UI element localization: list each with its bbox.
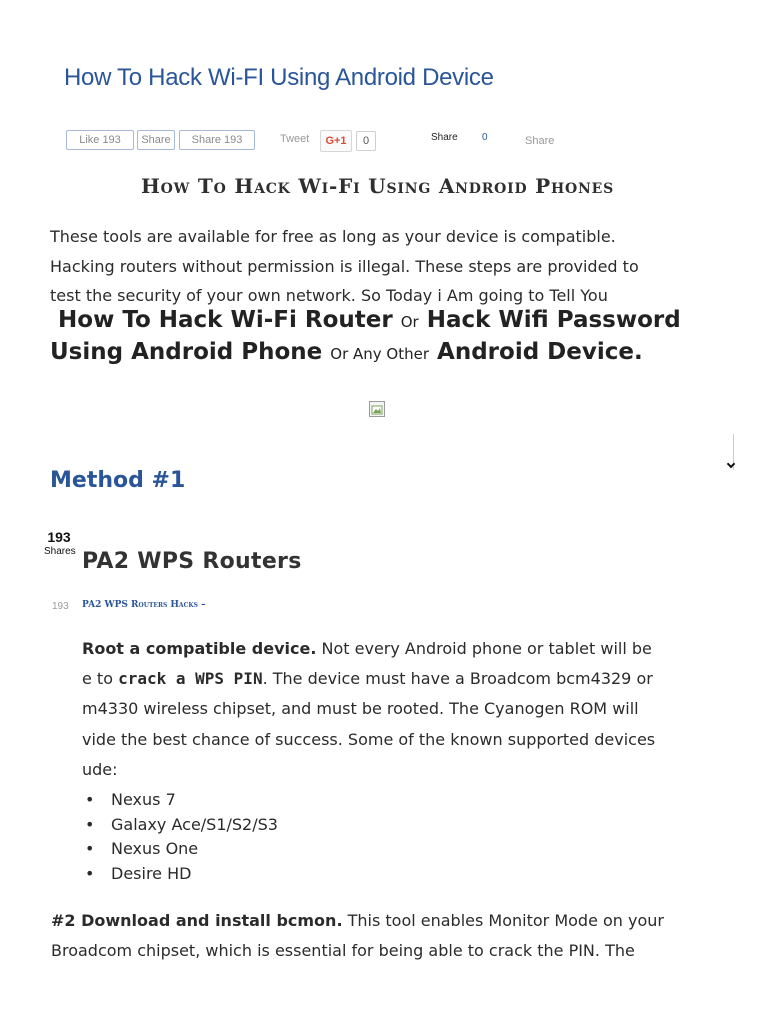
- section-link-text[interactable]: PA2 WPS Routers Hacks: [82, 600, 198, 610]
- highlight-part: Android Device.: [437, 339, 643, 365]
- highlight-part: How To Hack Wi-Fi Router: [58, 307, 393, 333]
- intro-paragraph: [50, 222, 730, 311]
- linkedin-share-button[interactable]: Share: [431, 132, 458, 143]
- step-two-text: Broadcom chipset, which is essential for being able to crack the PIN. The: [51, 941, 635, 961]
- google-plus-count: 0: [356, 131, 376, 151]
- list-item: • Nexus 7: [83, 788, 278, 813]
- broken-image-icon: [369, 401, 385, 417]
- highlight-part: Hack Wifi Password: [426, 307, 681, 333]
- facebook-share-count-button[interactable]: Share 193: [179, 130, 255, 150]
- article-subtitle: How To Hack Wi-Fi Using Android Phones: [140, 174, 615, 198]
- step-one-text: vide the best chance of success. Some of the known supported devices: [82, 729, 656, 749]
- list-item: • Galaxy Ace/S1/S2/S3: [83, 813, 278, 838]
- page-title: How To Hack Wi-FI Using Android Device: [64, 64, 494, 91]
- intro-line: test the security of your own network. So Today i Am going to Tell You: [50, 286, 608, 305]
- step-one-text: Not every Android phone or tablet will be: [316, 639, 652, 658]
- floating-share-count: 193: [47, 529, 71, 545]
- highlight-or: Or: [400, 313, 419, 331]
- section-link-suffix: –: [201, 600, 206, 610]
- intro-line: These tools are available for free as long as your device is compatible.: [50, 227, 616, 246]
- inline-share-count: 193: [52, 601, 69, 612]
- device-list: [83, 788, 278, 886]
- facebook-like-button[interactable]: Like 193: [66, 130, 134, 150]
- highlight-or: Or Any Other: [330, 345, 430, 363]
- method-heading: Method #1: [50, 468, 186, 493]
- google-plus-button[interactable]: G+1: [320, 130, 352, 152]
- step-two-paragraph: [51, 906, 731, 966]
- section-link[interactable]: [82, 600, 206, 610]
- step-two-bold: #2 Download and install bcmon.: [51, 911, 343, 930]
- floating-share-label: Shares: [44, 546, 76, 557]
- step-one-code: crack a WPS PIN: [118, 669, 263, 689]
- facebook-share-button[interactable]: Share: [137, 130, 175, 150]
- step-one-text: ude:: [82, 759, 118, 779]
- linkedin-share-count: 0: [482, 132, 488, 143]
- step-one-text: m4330 wireless chipset, and must be rooted. The Cyanogen ROM will: [82, 699, 639, 719]
- step-one-text: . The device must have a Broadcom bcm4329 or: [262, 669, 653, 689]
- intro-line: Hacking routers without permission is illegal. These steps are provided to: [50, 256, 639, 276]
- step-one-paragraph: [82, 634, 712, 785]
- step-one-text: e to: [82, 669, 119, 689]
- other-share-button[interactable]: Share: [525, 135, 555, 147]
- step-one-bold: Root a compatible device.: [82, 639, 317, 658]
- highlight-part: Using Android Phone: [50, 339, 323, 365]
- list-item: • Nexus One: [83, 837, 278, 862]
- section-heading: PA2 WPS Routers: [82, 549, 302, 574]
- step-two-text: This tool enables Monitor Mode on your: [342, 911, 664, 930]
- list-item: • Desire HD: [83, 862, 278, 887]
- broken-image-glyph: [370, 403, 384, 417]
- tweet-button[interactable]: Tweet: [280, 133, 310, 145]
- highlight-heading: [50, 305, 740, 369]
- floating-share-counter[interactable]: [44, 529, 74, 557]
- social-share-bar: [66, 130, 626, 152]
